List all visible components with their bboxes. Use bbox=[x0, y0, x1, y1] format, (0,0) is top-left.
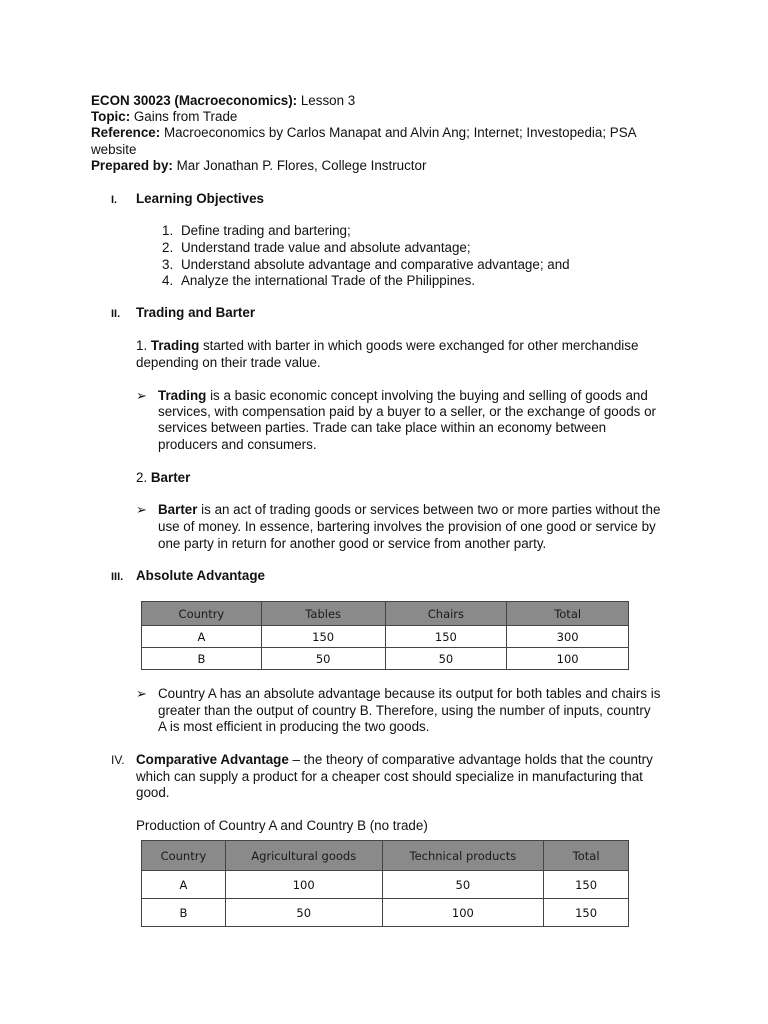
table-cell: A bbox=[142, 871, 226, 899]
trading-definition-text: is a basic economic concept involving the buying and selling of goods and bbox=[206, 388, 648, 403]
barter-term: Barter bbox=[150, 470, 191, 485]
table-row bbox=[142, 626, 629, 648]
barter-heading bbox=[136, 470, 190, 487]
objective-item bbox=[162, 240, 570, 257]
objective-number: 2. bbox=[162, 239, 174, 255]
course-value: Lesson 3 bbox=[297, 93, 356, 108]
comparative-advantage-line-2: which can supply a product for a cheaper cost should specialize in manufacturing that bbox=[136, 769, 643, 784]
objective-number: 1. bbox=[162, 223, 174, 238]
objective-text: Understand trade value and absolute advantage; bbox=[181, 239, 471, 255]
objective-text: Understand absolute advantage and comparative advantage; and bbox=[181, 256, 570, 272]
table-cell: B bbox=[142, 648, 262, 670]
objective-text: Define trading and bartering; bbox=[181, 223, 351, 238]
column-header: Tables bbox=[261, 602, 385, 626]
objective-number: 4. bbox=[162, 273, 174, 289]
arrowhead-bullet-icon: ➢ bbox=[136, 502, 147, 517]
column-header: Total bbox=[507, 602, 629, 626]
barter-definition-term: Barter bbox=[158, 502, 198, 517]
objective-text: Analyze the international Trade of the Philippines. bbox=[181, 273, 476, 289]
barter-number: 2. bbox=[136, 470, 151, 485]
barter-definition-line-2: use of money. In essence, bartering involves the provision of one good or service by bbox=[158, 519, 656, 534]
barter-definition-line-1 bbox=[158, 502, 660, 519]
section-2-title: Trading and Barter bbox=[136, 305, 256, 320]
objective-item bbox=[162, 257, 570, 274]
absolute-advantage-line-3: A is most efficient in producing the two goods. bbox=[158, 719, 430, 734]
trading-number: 1. bbox=[136, 338, 151, 353]
prepared-value: Mar Jonathan P. Flores, College Instructor bbox=[172, 158, 427, 173]
table-cell: 150 bbox=[544, 871, 629, 899]
trading-definition-line-2: services, with compensation paid by a buyer to a seller, or the exchange of goods or bbox=[158, 404, 656, 419]
table-cell: 100 bbox=[507, 648, 629, 670]
table-cell: 50 bbox=[225, 899, 382, 927]
column-header: Total bbox=[544, 841, 629, 871]
prepared-by-line bbox=[91, 158, 426, 175]
table-caption: Production of Country A and Country B (no trade) bbox=[136, 818, 428, 833]
table-cell: 150 bbox=[261, 626, 385, 648]
table-row bbox=[142, 871, 629, 899]
trading-intro-line-2: depending on their trade value. bbox=[136, 355, 321, 370]
arrowhead-bullet-icon: ➢ bbox=[136, 388, 147, 403]
barter-definition-line-3: one party in return for another good or service from another party. bbox=[158, 536, 547, 551]
objective-item bbox=[162, 223, 570, 240]
absolute-advantage-table bbox=[141, 601, 629, 670]
trading-definition-term: Trading bbox=[158, 388, 207, 403]
objectives-list bbox=[162, 223, 570, 290]
reference-line-cont: website bbox=[91, 142, 137, 157]
reference-label: Reference: bbox=[91, 125, 161, 140]
table-cell: B bbox=[142, 899, 226, 927]
objective-item bbox=[162, 273, 570, 290]
section-4-numeral: IV. bbox=[111, 753, 125, 767]
section-1-title: Learning Objectives bbox=[136, 191, 264, 206]
section-1-numeral: I. bbox=[111, 194, 118, 206]
trading-definition-line-1 bbox=[158, 388, 648, 405]
trading-intro-text: started with barter in which goods were exchanged for other merchandise bbox=[199, 338, 639, 353]
absolute-advantage-line-2: greater than the output of country B. Therefore, using the number of inputs, country bbox=[158, 703, 651, 718]
table-cell: 50 bbox=[385, 648, 507, 670]
comparative-advantage-line-1 bbox=[136, 752, 653, 769]
table-cell: 150 bbox=[385, 626, 507, 648]
table-cell: 300 bbox=[507, 626, 629, 648]
course-label: ECON 30023 (Macroeconomics): bbox=[91, 93, 298, 108]
production-table bbox=[141, 840, 629, 927]
arrowhead-bullet-icon: ➢ bbox=[136, 686, 147, 701]
prepared-label: Prepared by: bbox=[91, 158, 173, 173]
trading-intro-line-1 bbox=[136, 338, 638, 355]
column-header: Country bbox=[142, 841, 226, 871]
topic-value: Gains from Trade bbox=[130, 109, 238, 124]
column-header: Technical products bbox=[382, 841, 544, 871]
section-2-numeral: II. bbox=[111, 308, 121, 320]
table-cell: 100 bbox=[382, 899, 544, 927]
trading-definition-line-3: services between parties. Trade can take place within an economy between bbox=[158, 420, 607, 435]
reference-value: Macroeconomics by Carlos Manapat and Alvin Ang; Internet; Investopedia; PSA bbox=[160, 125, 637, 140]
table-cell: 50 bbox=[382, 871, 544, 899]
trading-term: Trading bbox=[150, 338, 200, 353]
topic-label: Topic: bbox=[91, 109, 131, 124]
section-4-title: Comparative Advantage bbox=[136, 752, 289, 767]
comparative-advantage-text: – the theory of comparative advantage holds that the country bbox=[288, 752, 653, 767]
reference-line bbox=[91, 125, 637, 142]
table-row bbox=[142, 648, 629, 670]
absolute-advantage-line-1: Country A has an absolute advantage because its output for both tables and chairs is bbox=[158, 686, 661, 701]
table-cell: 50 bbox=[261, 648, 385, 670]
comparative-advantage-line-3: good. bbox=[136, 785, 170, 800]
table-header-row bbox=[142, 841, 629, 871]
column-header: Chairs bbox=[385, 602, 507, 626]
topic-line bbox=[91, 109, 237, 126]
objective-number: 3. bbox=[162, 256, 174, 272]
section-3-title: Absolute Advantage bbox=[136, 568, 265, 583]
table-header-row bbox=[142, 602, 629, 626]
column-header: Agricultural goods bbox=[225, 841, 382, 871]
section-3-numeral: III. bbox=[111, 571, 124, 583]
barter-definition-text: is an act of trading goods or services between two or more parties without the bbox=[197, 502, 661, 517]
table-row bbox=[142, 899, 629, 927]
table-cell: 100 bbox=[225, 871, 382, 899]
column-header: Country bbox=[142, 602, 262, 626]
table-cell: A bbox=[142, 626, 262, 648]
trading-definition-line-4: producers and consumers. bbox=[158, 437, 317, 452]
course-line bbox=[91, 93, 355, 110]
table-cell: 150 bbox=[544, 899, 629, 927]
